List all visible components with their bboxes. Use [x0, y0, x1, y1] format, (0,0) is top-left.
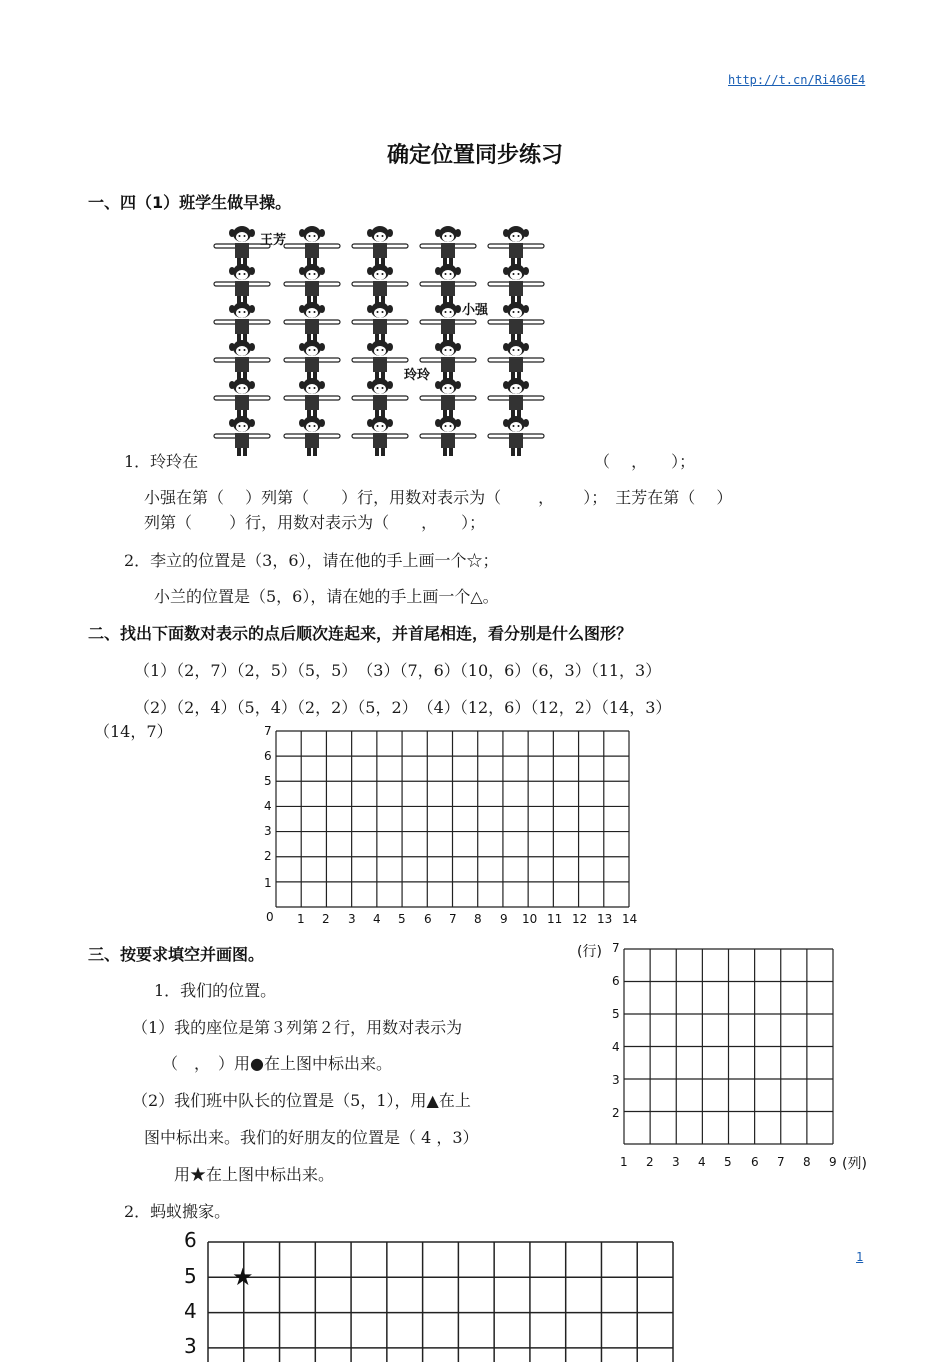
grid2-y-label: 3 [264, 824, 272, 838]
grid2-x-label: 12 [572, 912, 588, 926]
grid3-x-label: 4 [698, 1155, 706, 1169]
grid3-x-label: 9 [829, 1155, 837, 1169]
grid2-x-label: 3 [348, 912, 356, 926]
grid3-x-label: 2 [646, 1155, 654, 1169]
student-figure [488, 416, 544, 456]
ant-grid-y-label: 4 [184, 1299, 197, 1323]
grid2-y-label: 2 [264, 849, 272, 863]
grid2-x-label: 1 [297, 912, 305, 926]
row-axis-label: (行) [577, 944, 602, 960]
grid2-x-label: 8 [474, 912, 482, 926]
ant-grid-y-label: 6 [184, 1228, 197, 1252]
student-figure [352, 378, 408, 418]
grid2-x-label: 4 [373, 912, 381, 926]
section3-p1-line2: （ ， ）用●在上图中标出来。 [162, 1054, 392, 1073]
label-lingling: 玲玲 [404, 368, 431, 383]
student-figure [488, 264, 544, 304]
grid3-x-label: 1 [620, 1155, 628, 1169]
page-title: 确定位置同步练习 [386, 143, 563, 168]
grid3-y-label: 3 [612, 1073, 620, 1087]
student-figure [420, 264, 476, 304]
grid2-x-label: 13 [597, 912, 613, 926]
grid2-x-label: 2 [322, 912, 330, 926]
grid3-y-label: 2 [612, 1106, 620, 1120]
star-marker-icon: ★ [232, 1263, 254, 1291]
ant-grid-y-label: 3 [184, 1334, 197, 1358]
section1-heading: 一、四（1）班学生做早操。 [88, 193, 292, 212]
student-figure [284, 416, 340, 456]
grid2-y-label: 6 [264, 749, 272, 763]
section2-line2: （2）（2，4）（5，4）（2，2）（5，2） （4）（12，6）（12，2）（14，3） [134, 698, 672, 717]
student-figure [420, 416, 476, 456]
student-figure [284, 378, 340, 418]
grid2-x-label: 6 [424, 912, 432, 926]
section3-p1-line1: （1）我的座位是第３列第２行，用数对表示为 [132, 1018, 463, 1037]
q1-line2: 小强在第（ ）列第（ ）行，用数对表示为（ ， ）； 王芳在第（ ） [144, 488, 733, 507]
seat-grid [624, 949, 834, 1145]
label-wangfang: 王芳 [260, 233, 287, 248]
grid2-y-label: 5 [264, 774, 272, 788]
grid3-x-label: 3 [672, 1155, 680, 1169]
student-figure [214, 264, 270, 304]
grid2-y-label: 7 [264, 724, 272, 738]
student-figure [214, 378, 270, 418]
col-axis-label: (列) [842, 1156, 867, 1172]
grid2-x-label: 5 [398, 912, 406, 926]
grid2-y-label: 1 [264, 876, 272, 890]
grid2-x-label: 9 [500, 912, 508, 926]
grid3-x-label: 7 [777, 1155, 785, 1169]
grid2-x-label: 10 [522, 912, 538, 926]
student-figure [214, 416, 270, 456]
student-figure [352, 264, 408, 304]
student-figure [352, 226, 408, 266]
student-figure [352, 302, 408, 342]
student-figure [284, 302, 340, 342]
grid3-y-label: 7 [612, 941, 620, 955]
section3-heading: 三、按要求填空并画图。 [88, 945, 265, 964]
q1-prefix: 1．玲玲在 [124, 452, 199, 471]
section3-sub1: 1．我们的位置。 [154, 981, 277, 1000]
student-figure [284, 226, 340, 266]
section2-line1: （1）（2，7）（2，5）（5，5） （3）（7，6）（10，6）（6，3）（11，3） [134, 661, 662, 680]
student-figure [420, 226, 476, 266]
section3-p2-line2: 图中标出来。我们的好朋友的位置是（ 4 ，3） [144, 1128, 479, 1147]
grid2-y-label: 4 [264, 799, 272, 813]
page-number[interactable]: 1 [856, 1250, 864, 1264]
ant-grid-y-label: 5 [184, 1264, 197, 1288]
student-figure [284, 264, 340, 304]
student-figure [214, 340, 270, 380]
student-figure [488, 378, 544, 418]
section3-p2-line3: 用★在上图中标出来。 [174, 1165, 335, 1184]
student-figure [352, 340, 408, 380]
label-xiaoqiang: 小强 [462, 303, 489, 318]
q2-line2: 小兰的位置是（5，6），请在她的手上画一个△。 [154, 587, 499, 606]
grid3-y-label: 5 [612, 1007, 620, 1021]
grid-lines [276, 731, 630, 908]
grid2-x-label: 11 [547, 912, 563, 926]
student-figure [488, 340, 544, 380]
source-link[interactable]: http://t.cn/Ri466E4 [728, 73, 866, 87]
student-figure [488, 302, 544, 342]
q2-line1: 2．李立的位置是（3，6），请在他的手上画一个☆； [124, 551, 499, 570]
section3-p2-line1: （2）我们班中队长的位置是（5，1），用▲在上 [132, 1091, 471, 1110]
grid3-x-label: 5 [724, 1155, 732, 1169]
student-figure [352, 416, 408, 456]
grid3-y-label: 4 [612, 1040, 620, 1054]
student-figure [420, 378, 476, 418]
student-figure [214, 302, 270, 342]
student-figure [488, 226, 544, 266]
grid2-x-label: 14 [622, 912, 638, 926]
section3-sub2: 2．蚂蚁搬家。 [124, 1202, 231, 1221]
section2-line3: （14，7） [94, 722, 173, 741]
grid2-x-label: 7 [449, 912, 457, 926]
grid2-x-label: 0 [266, 910, 274, 924]
ant-moving-grid [208, 1242, 674, 1344]
grid3-x-label: 8 [803, 1155, 811, 1169]
ant-grid-lines [208, 1242, 674, 1362]
coordinate-grid-14x7 [276, 731, 630, 908]
section2-heading: 二、找出下面数对表示的点后顺次连起来，并首尾相连，看分别是什么图形？ [88, 624, 633, 643]
grid3-x-label: 6 [751, 1155, 759, 1169]
exercise-formation-figure [212, 226, 564, 470]
grid3-y-label: 6 [612, 974, 620, 988]
seat-grid-lines [624, 949, 834, 1145]
student-figure [284, 340, 340, 380]
q1-suffix: （ ， ）； [594, 452, 696, 471]
q1-line3: 列第（ ）行，用数对表示为（ ， ）； [144, 513, 486, 532]
